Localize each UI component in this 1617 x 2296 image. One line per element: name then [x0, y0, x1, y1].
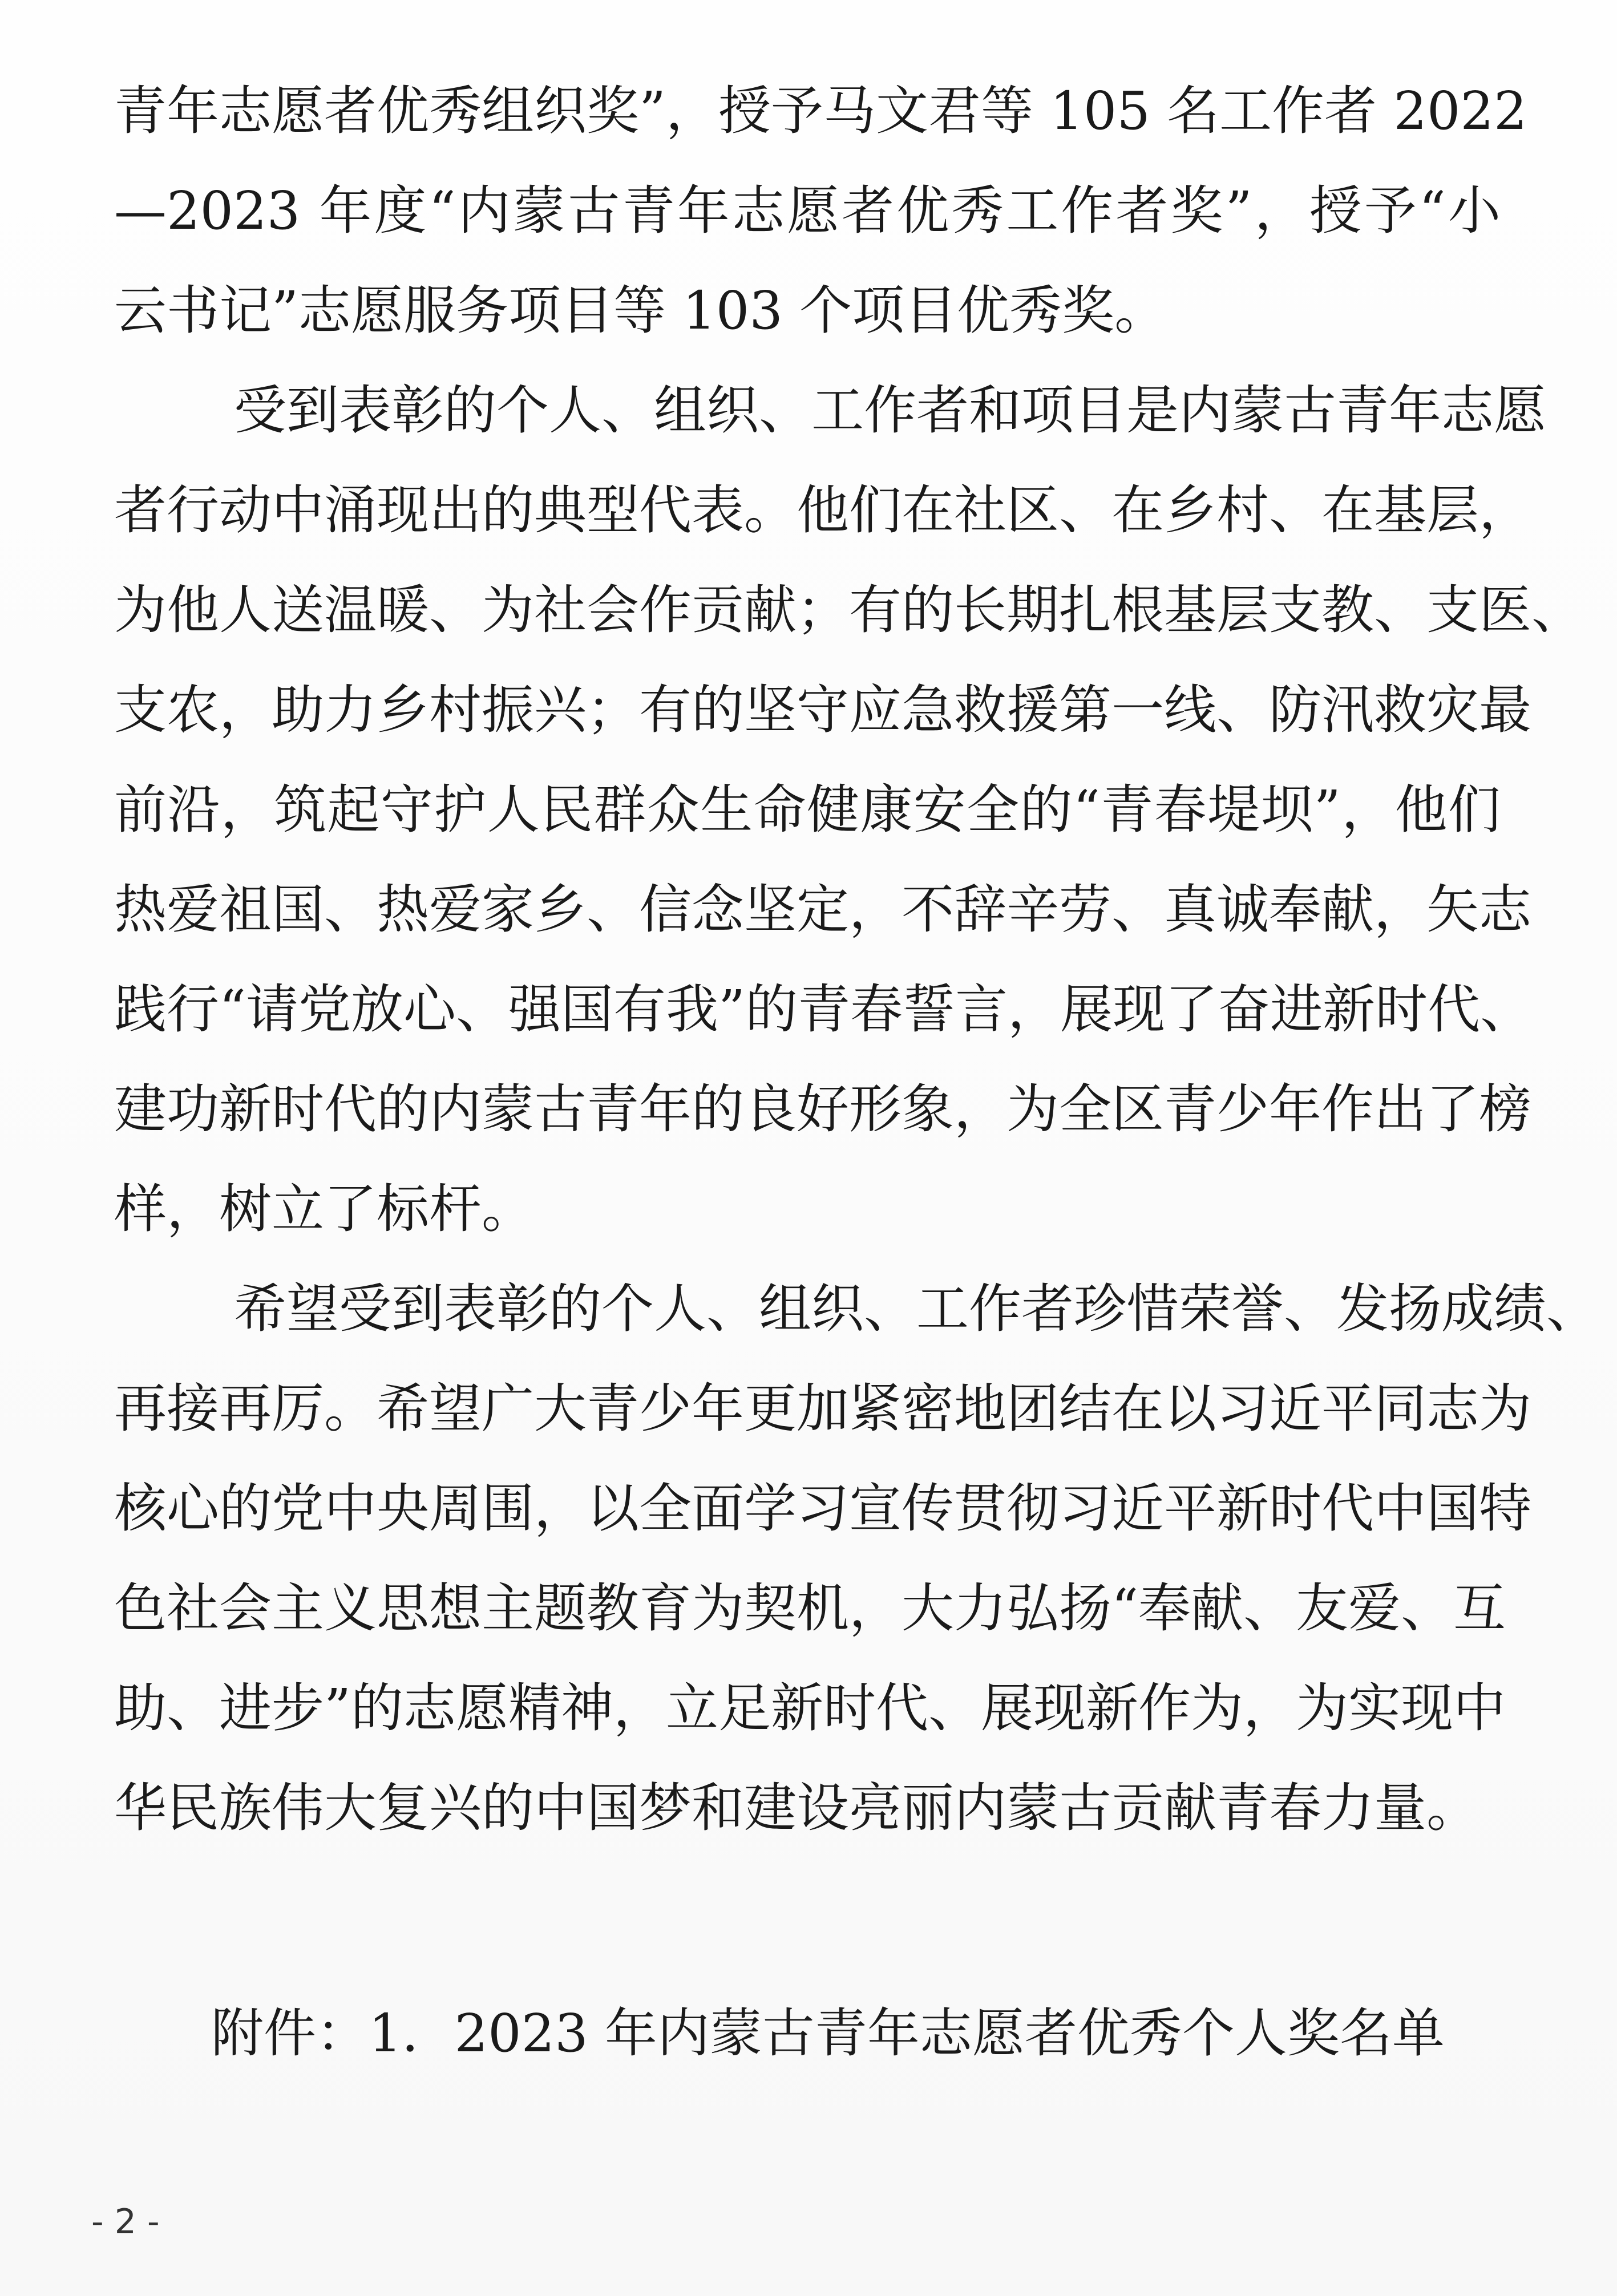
- attachment-line: 附件：1．2023 年内蒙古青年志愿者优秀个人奖名单: [211, 2003, 1445, 2064]
- body-line-1: 青年志愿者优秀组织奖”，授予马文君等 105 名工作者 2022: [114, 80, 1527, 141]
- body-line-2: —2023 年度“内蒙古青年志愿者优秀工作者奖”，授予“小: [114, 180, 1501, 241]
- body-line-4: 受到表彰的个人、组织、工作者和项目是内蒙古青年志愿: [234, 380, 1547, 441]
- body-line-8: 前沿，筑起守护人民群众生命健康安全的“青春堤坝”，他们: [114, 779, 1501, 840]
- body-line-17: 助、进步”的志愿精神，立足新时代、展现新作为，为实现中: [114, 1678, 1506, 1739]
- body-line-5: 者行动中涌现出的典型代表。他们在社区、在乡村、在基层，: [114, 480, 1532, 541]
- body-line-10: 践行“请党放心、强国有我”的青春誓言，展现了奋进新时代、: [114, 979, 1533, 1040]
- body-line-3: 云书记”志愿服务项目等 103 个项目优秀奖。: [114, 280, 1167, 341]
- page-number: - 2 -: [91, 2202, 160, 2242]
- body-line-9: 热爱祖国、热爱家乡、信念坚定，不辞辛劳、真诚奉献，矢志: [114, 879, 1532, 940]
- body-line-16: 色社会主义思想主题教育为契机，大力弘扬“奉献、友爱、互: [114, 1578, 1506, 1639]
- body-line-13: 希望受到表彰的个人、组织、工作者珍惜荣誉、发扬成绩、: [234, 1278, 1599, 1339]
- body-line-6: 为他人送温暖、为社会作贡献；有的长期扎根基层支教、支医、: [114, 580, 1584, 641]
- body-line-14: 再接再厉。希望广大青少年更加紧密地团结在以习近平同志为: [114, 1378, 1532, 1439]
- body-line-11: 建功新时代的内蒙古青年的良好形象，为全区青少年作出了榜: [114, 1079, 1532, 1140]
- body-line-12: 样，树立了标杆。: [114, 1179, 535, 1240]
- body-line-18: 华民族伟大复兴的中国梦和建设亮丽内蒙古贡献青春力量。: [114, 1777, 1479, 1839]
- body-line-7: 支农，助力乡村振兴；有的坚守应急救援第一线、防汛救灾最: [114, 679, 1532, 740]
- body-line-15: 核心的党中央周围，以全面学习宣传贯彻习近平新时代中国特: [114, 1478, 1532, 1539]
